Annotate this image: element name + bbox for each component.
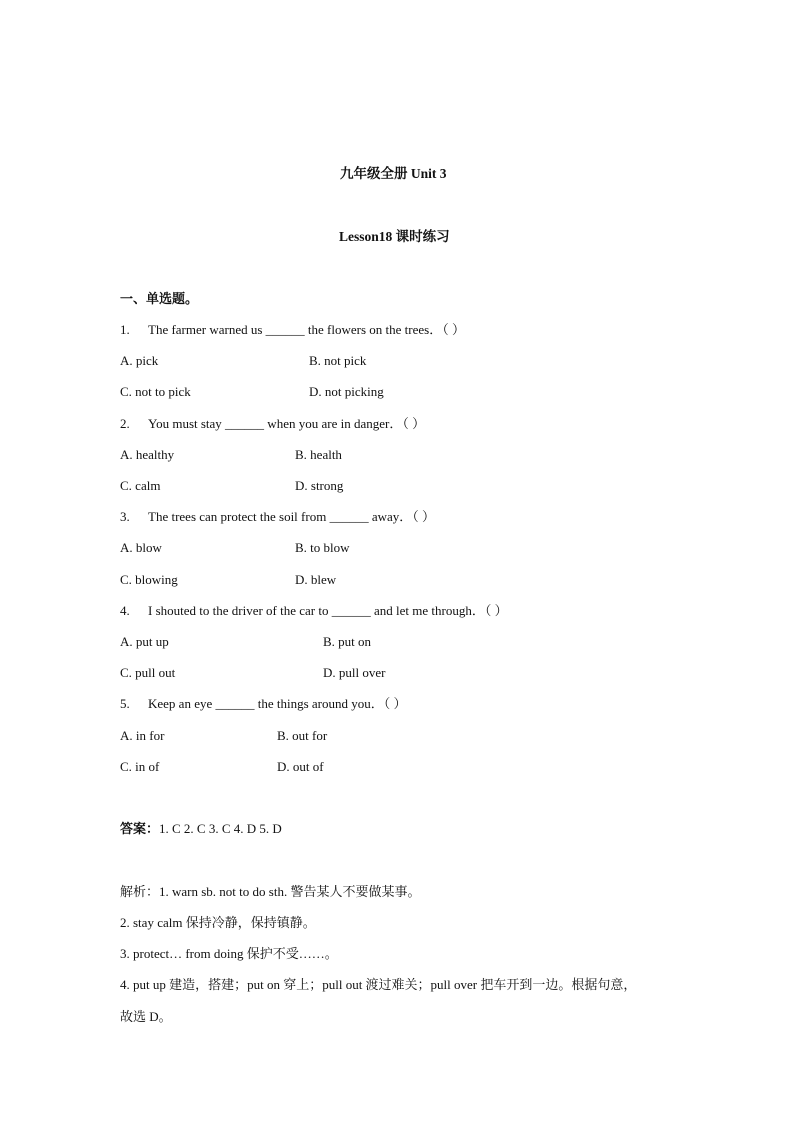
option-3d: D. blew [295,572,337,587]
question-1 [120,322,465,338]
question-3 [120,509,435,525]
question-2 [120,416,425,432]
answer-label: 答案： [120,821,160,836]
analysis-line-5: 故选 D。 [120,1009,172,1024]
question-number: 4. [120,603,130,618]
option-5b: B. out for [277,728,328,743]
option-2d: D. strong [295,478,344,493]
option-1a: A. pick [120,353,159,368]
option-3a: A. blow [120,540,162,555]
option-4b: B. put on [323,634,372,649]
question-number: 1. [120,322,130,337]
option-2a: A. healthy [120,447,175,462]
option-4a: A. put up [120,634,169,649]
option-1d: D. not picking [309,384,384,399]
option-5d: D. out of [277,759,324,774]
question-number: 5. [120,696,130,711]
question-stem: I shouted to the driver of the car to ______ and let me through．（ ） [148,603,508,618]
analysis-line-3: 3. protect… from doing 保护不受……。 [120,946,338,961]
question-number: 2. [120,416,130,431]
question-number: 3. [120,509,130,524]
analysis-label: 解析： [120,884,160,899]
option-2c: C. calm [120,478,161,493]
question-stem: You must stay ______ when you are in danger．（ ） [148,416,426,431]
option-1c: C. not to pick [120,384,191,399]
question-4 [120,603,508,619]
analysis-text: 1. warn sb. not to do sth. 警告某人不要做某事。 [159,884,421,899]
section-heading: 一、单选题。 [120,291,199,306]
answers-line [120,821,282,837]
doc-subtitle: Lesson18 课时练习 [339,229,450,244]
option-4c: C. pull out [120,665,176,680]
analysis-line-4: 4. put up 建造，搭建；put on 穿上；pull out 渡过难关；pull over 把车开到一边。根据句意， [120,977,637,992]
question-stem: The trees can protect the soil from ______ away．（ ） [148,509,435,524]
analysis-line-2: 2. stay calm 保持冷静，保持镇静。 [120,915,316,930]
doc-title: 九年级全册 Unit 3 [340,166,447,181]
analysis-line-1 [120,884,420,900]
answer-values: 1. C 2. C 3. C 4. D 5. D [159,821,282,836]
option-5c: C. in of [120,759,160,774]
option-1b: B. not pick [309,353,367,368]
question-stem: The farmer warned us ______ the flowers on the trees．（ ） [148,322,465,337]
option-3c: C. blowing [120,572,178,587]
option-3b: B. to blow [295,540,350,555]
option-5a: A. in for [120,728,165,743]
option-4d: D. pull over [323,665,386,680]
option-2b: B. health [295,447,342,462]
question-stem: Keep an eye ______ the things around you．（ ） [148,696,407,711]
question-5 [120,696,407,712]
